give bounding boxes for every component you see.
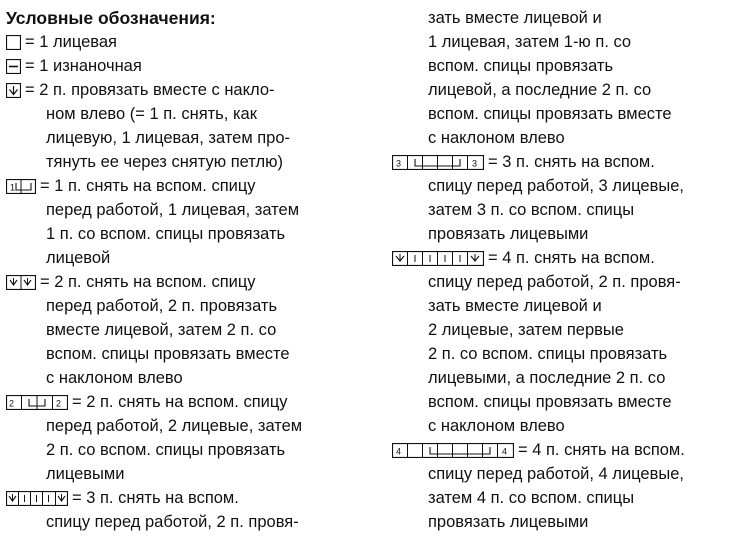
cable-1-1-icon xyxy=(6,179,36,194)
legend-text: = 3 п. снять на вспом. xyxy=(72,489,239,507)
legend-text: лицевой, а последние 2 п. со xyxy=(428,81,652,99)
legend-text: провязать лицевыми xyxy=(428,513,589,531)
legend-left-column xyxy=(6,6,378,534)
legend-text: спицу перед работой, 2 п. провя- xyxy=(46,513,299,531)
legend-text: 2 п. со вспом. спицы провязать xyxy=(46,441,286,459)
legend-entry-cable-3-3 xyxy=(392,150,748,246)
legend-entry-cable-2-2-dec xyxy=(6,270,378,390)
legend-entry-ssk xyxy=(6,78,378,174)
knit-square-icon xyxy=(6,35,21,50)
legend-title: Условные обозначения: xyxy=(6,8,216,28)
legend-entry-knit xyxy=(6,30,378,54)
purl-square-icon xyxy=(6,59,21,74)
legend-text: = 1 лицевая xyxy=(25,33,117,51)
legend-right-column xyxy=(392,6,748,534)
legend-text: = 1 п. снять на вспом. спицу xyxy=(40,177,256,195)
legend-text: тянуть ее через снятую петлю) xyxy=(46,153,283,171)
cable-count-label: 4 xyxy=(396,446,402,457)
legend-entry-cable-4-4 xyxy=(392,438,748,534)
legend-text: зать вместе лицевой и xyxy=(428,9,602,27)
legend-text: перед работой, 2 п. провязать xyxy=(46,297,278,315)
legend-text: = 4 п. снять на вспом. xyxy=(518,441,685,459)
legend-text: лицевыми, а последние 2 п. со xyxy=(428,369,666,387)
legend-text: с наклоном влево xyxy=(428,129,565,147)
legend-text: = 1 изнаночная xyxy=(25,57,142,75)
legend-text: лицевыми xyxy=(46,465,125,483)
legend-text: затем 3 п. со вспом. спицы xyxy=(428,201,635,219)
legend-text: затем 4 п. со вспом. спицы xyxy=(428,489,635,507)
legend-entry-cable-1-1 xyxy=(6,174,378,270)
legend-text: спицу перед работой, 3 лицевые, xyxy=(428,177,684,195)
legend-entry-cable-3-2-dec xyxy=(6,486,378,534)
legend-text: 2 лицевые, затем первые xyxy=(428,321,624,339)
legend-entry-cable-4-dec xyxy=(392,246,748,438)
legend-entry-purl xyxy=(6,54,378,78)
legend-text: 1 лицевая, затем 1-ю п. со xyxy=(428,33,632,51)
legend-text: лицевую, 1 лицевая, затем про- xyxy=(46,129,291,147)
svg-text:1: 1 xyxy=(10,182,16,193)
legend-entry-cable-2-2 xyxy=(6,390,378,486)
cable-count-label: 2 xyxy=(56,398,62,409)
legend-text: перед работой, 2 лицевые, затем xyxy=(46,417,303,435)
legend-text: = 3 п. снять на вспом. xyxy=(488,153,655,171)
legend-text: = 2 п. снять на вспом. спицу xyxy=(72,393,288,411)
legend-text: = 2 п. провязать вместе с накло- xyxy=(25,81,275,99)
cable-4-4-icon xyxy=(392,443,514,458)
legend-text: провязать лицевыми xyxy=(428,225,589,243)
cable-count-label: 3 xyxy=(396,158,402,169)
legend-text: с наклоном влево xyxy=(428,417,565,435)
cable-3-3-icon xyxy=(392,155,484,170)
legend-text: = 4 п. снять на вспом. xyxy=(488,249,655,267)
cable-count-label: 2 xyxy=(9,398,15,409)
legend-text: 1 п. со вспом. спицы провязать xyxy=(46,225,286,243)
legend-text: лицевой xyxy=(46,249,111,267)
legend-text: ном влево (= 1 п. снять, как xyxy=(46,105,257,123)
legend-text: перед работой, 1 лицевая, затем xyxy=(46,201,300,219)
legend-text: вспом. спицы провязать вместе xyxy=(428,393,672,411)
legend-text: спицу перед работой, 4 лицевые, xyxy=(428,465,684,483)
cable-3-2-dec-icon xyxy=(6,491,68,506)
legend-text: зать вместе лицевой и xyxy=(428,297,602,315)
legend-text: вспом. спицы провязать xyxy=(428,57,614,75)
legend-text: вспом. спицы провязать вместе xyxy=(428,105,672,123)
cable-2-2-dec-icon xyxy=(6,275,36,290)
cable-2-2-icon xyxy=(6,395,68,410)
legend-text: с наклоном влево xyxy=(46,369,183,387)
legend-text: = 2 п. снять на вспом. спицу xyxy=(40,273,256,291)
legend-text: спицу перед работой, 2 п. провя- xyxy=(428,273,681,291)
cable-4-dec-icon xyxy=(392,251,484,266)
legend-text: вместе лицевой, затем 2 п. со xyxy=(46,321,277,339)
legend-entry-continuation xyxy=(392,6,748,150)
legend-text: вспом. спицы провязать вместе xyxy=(46,345,290,363)
ssk-square-icon xyxy=(6,83,21,98)
legend-text: 2 п. со вспом. спицы провязать xyxy=(428,345,668,363)
cable-count-label: 4 xyxy=(502,446,508,457)
cable-count-label: 3 xyxy=(472,158,478,169)
